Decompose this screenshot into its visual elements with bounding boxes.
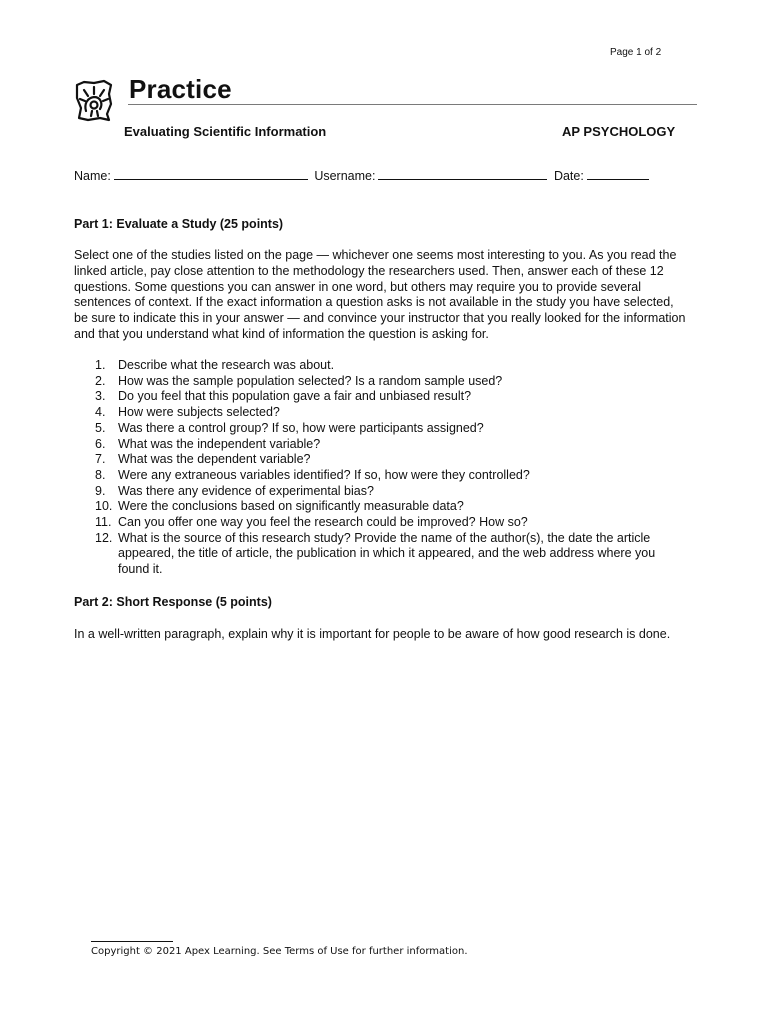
page-title: Practice <box>129 74 232 104</box>
footer-divider <box>91 941 173 942</box>
question-text: Was there a control group? If so, how were participants assigned? <box>118 420 484 435</box>
question-list <box>74 358 674 578</box>
question-number: 9. <box>95 483 106 498</box>
question-text: Describe what the research was about. <box>118 358 335 372</box>
question-number: 1. <box>95 358 106 372</box>
name-label: Name: <box>74 169 111 183</box>
question-number: 8. <box>95 467 106 482</box>
question-item <box>74 484 674 500</box>
part1-instructions: Select one of the studies listed on the page — whichever one seems most interesting to you. As you read the linked article, pay close attention to the methodology the researchers used. Then, answer each of these 12 questions. Some questions you can answer in one word, but others may require you to provide several sentences of context. If the exact information a question asks is not available in the study you have selected, be sure to indicate this in your answer — and convince your instructor that you really looked for the information and that you understand what kind of information the question is asking for. <box>74 248 686 341</box>
copyright-notice: Copyright © 2021 Apex Learning. See Terms of Use for further information. <box>91 946 468 957</box>
username-label: Username: <box>314 169 376 183</box>
question-item <box>74 405 674 421</box>
question-text: Was there any evidence of experimental bias? <box>118 483 374 498</box>
question-text: Do you feel that this population gave a fair and unbiased result? <box>118 389 472 404</box>
question-number: 12. <box>95 530 113 545</box>
question-item <box>74 374 674 390</box>
question-text: How was the sample population selected? Is a random sample used? <box>118 373 503 388</box>
student-info-fields <box>74 168 652 183</box>
question-text: How were subjects selected? <box>118 405 280 420</box>
question-item <box>74 437 674 453</box>
question-item <box>74 452 674 468</box>
question-item <box>74 468 674 484</box>
username-field[interactable] <box>378 168 547 180</box>
question-text: What was the independent variable? <box>118 436 321 451</box>
apex-learning-logo-icon <box>74 78 114 122</box>
lesson-subtitle: Evaluating Scientific Information <box>124 124 327 139</box>
part1-heading: Part 1: Evaluate a Study (25 points) <box>74 217 284 231</box>
question-item <box>74 389 674 405</box>
question-number: 5. <box>95 420 106 435</box>
title-divider <box>128 104 697 105</box>
question-item <box>74 499 674 515</box>
question-number: 3. <box>95 389 106 404</box>
question-item <box>74 531 674 578</box>
page-number: Page 1 of 2 <box>610 47 662 58</box>
question-number: 4. <box>95 405 106 420</box>
part2-instructions: In a well-written paragraph, explain why it is important for people to be aware of how good research is done. <box>74 627 671 641</box>
date-label: Date: <box>553 169 584 183</box>
question-text: What was the dependent variable? <box>118 452 311 467</box>
question-number: 11. <box>95 515 112 530</box>
question-item <box>74 421 674 437</box>
question-item <box>74 358 674 374</box>
question-text: Were any extraneous variables identified? If so, how were they controlled? <box>118 467 530 482</box>
part2-heading: Part 2: Short Response (5 points) <box>74 595 272 609</box>
course-name: AP PSYCHOLOGY <box>562 124 676 139</box>
question-text: What is the source of this research study? Provide the name of the author(s), the date the article appeared, the title of article, the publication in which it appeared, and the web address where you found it. <box>118 530 656 577</box>
question-item <box>74 515 674 531</box>
question-text: Were the conclusions based on significantly measurable data? <box>118 499 464 514</box>
date-field[interactable] <box>587 168 649 180</box>
question-number: 2. <box>95 373 106 388</box>
name-field[interactable] <box>114 168 308 180</box>
question-number: 10. <box>95 499 113 514</box>
question-number: 7. <box>95 452 106 467</box>
question-number: 6. <box>95 436 106 451</box>
question-text: Can you offer one way you feel the research could be improved? How so? <box>118 515 528 530</box>
